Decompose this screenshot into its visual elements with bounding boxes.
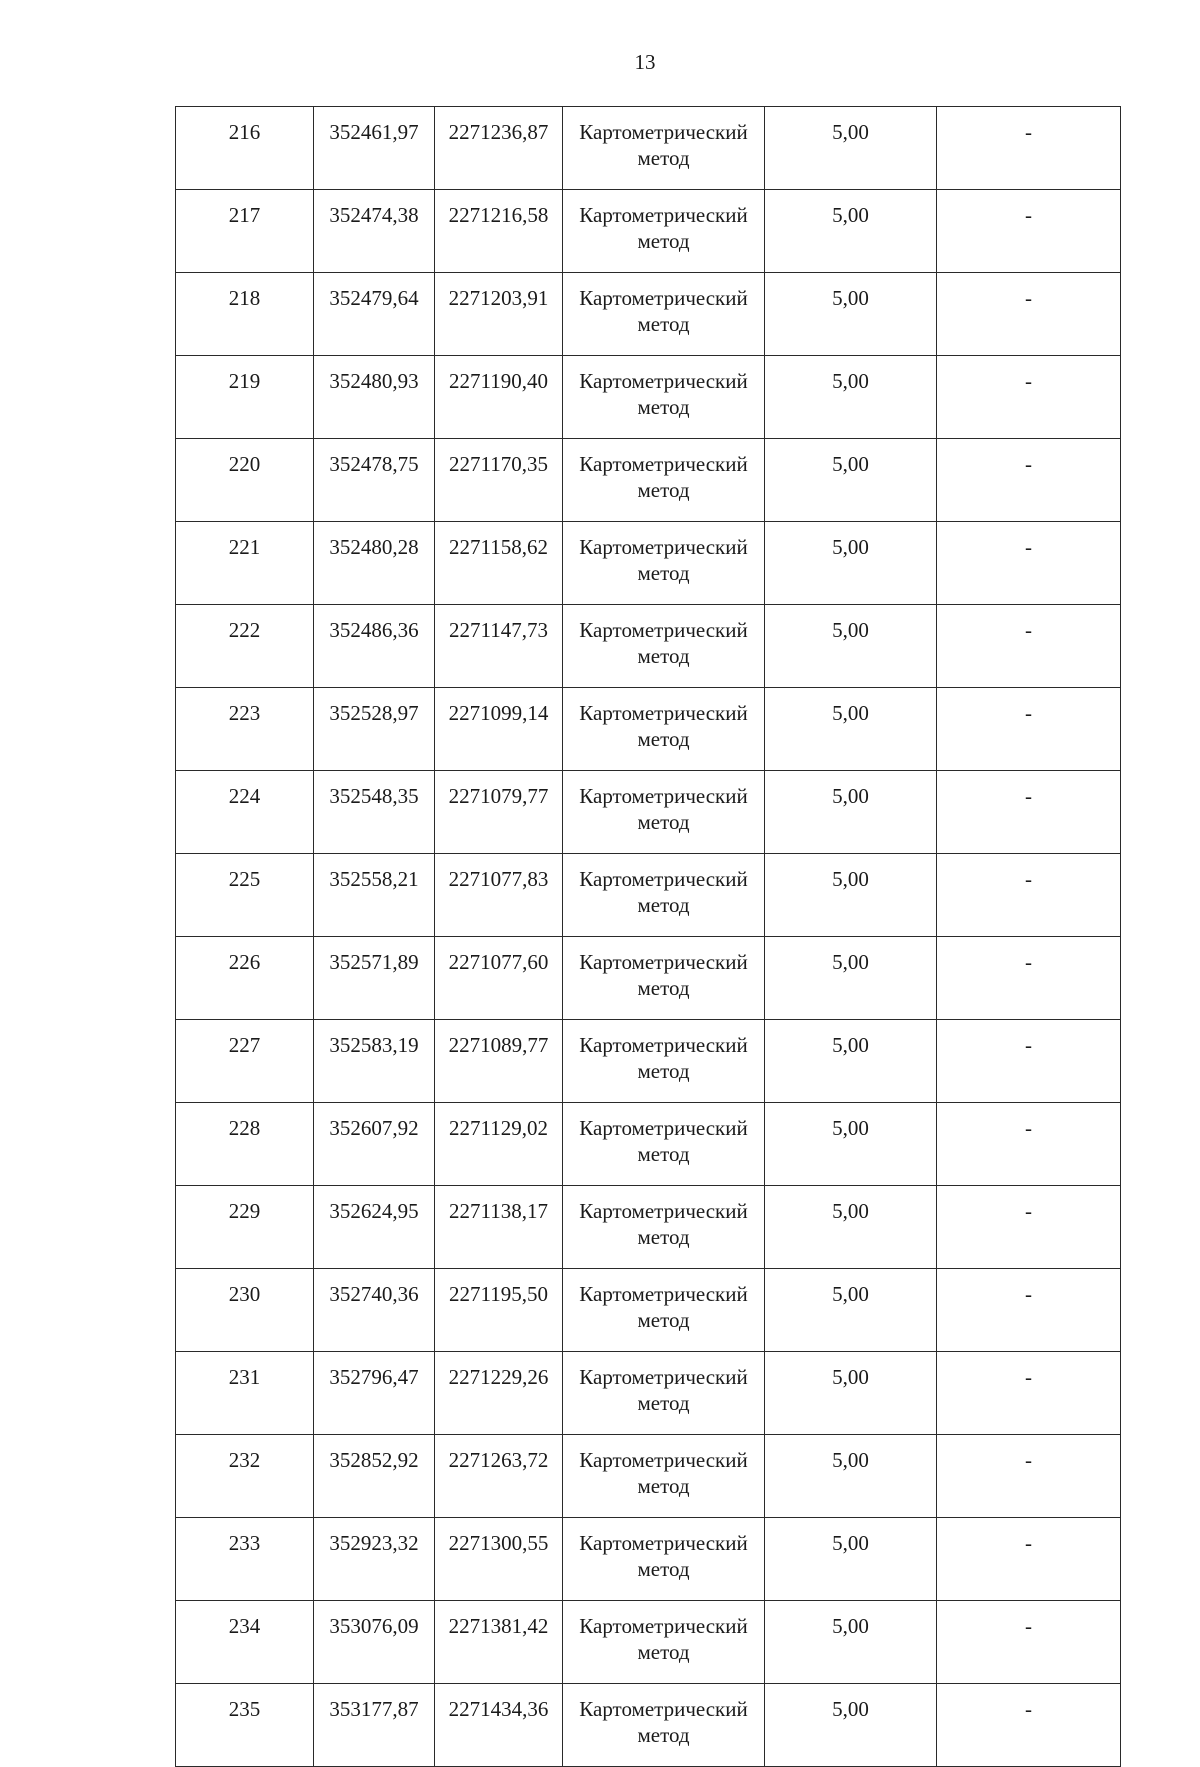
- accuracy-cell: 5,00: [765, 1352, 937, 1435]
- accuracy-cell: 5,00: [765, 190, 937, 273]
- accuracy-cell: 5,00: [765, 439, 937, 522]
- note-cell: -: [937, 771, 1121, 854]
- table-row: [176, 854, 1121, 937]
- point-number-cell: 233: [176, 1518, 314, 1601]
- note-cell: -: [937, 605, 1121, 688]
- note-cell: -: [937, 522, 1121, 605]
- note-cell: -: [937, 439, 1121, 522]
- method-cell: [563, 356, 765, 439]
- table-row: [176, 1269, 1121, 1352]
- point-number-cell: 235: [176, 1684, 314, 1767]
- method-line-2: метод: [637, 229, 690, 253]
- x-coordinate-cell: 353177,87: [314, 1684, 435, 1767]
- accuracy-cell: 5,00: [765, 605, 937, 688]
- y-coordinate-cell: 2271434,36: [435, 1684, 563, 1767]
- y-coordinate-cell: 2271138,17: [435, 1186, 563, 1269]
- note-cell: -: [937, 1601, 1121, 1684]
- x-coordinate-cell: 352740,36: [314, 1269, 435, 1352]
- note-cell: -: [937, 190, 1121, 273]
- point-number-cell: 232: [176, 1435, 314, 1518]
- note-cell: -: [937, 1352, 1121, 1435]
- table-row: [176, 1352, 1121, 1435]
- method-line-2: метод: [637, 1142, 690, 1166]
- method-cell: [563, 1601, 765, 1684]
- point-number-cell: 217: [176, 190, 314, 273]
- note-cell: -: [937, 854, 1121, 937]
- method-line-2: метод: [637, 893, 690, 917]
- page-number: 13: [634, 50, 656, 74]
- method-line-2: метод: [637, 810, 690, 834]
- x-coordinate-cell: 352583,19: [314, 1020, 435, 1103]
- accuracy-cell: 5,00: [765, 1020, 937, 1103]
- x-coordinate-cell: 352461,97: [314, 107, 435, 190]
- method-cell: [563, 605, 765, 688]
- accuracy-cell: 5,00: [765, 1186, 937, 1269]
- table-row: [176, 1020, 1121, 1103]
- table-row: [176, 1684, 1121, 1767]
- method-line-2: метод: [637, 1059, 690, 1083]
- x-coordinate-cell: 352796,47: [314, 1352, 435, 1435]
- x-coordinate-cell: 352624,95: [314, 1186, 435, 1269]
- note-cell: -: [937, 1020, 1121, 1103]
- accuracy-cell: 5,00: [765, 522, 937, 605]
- method-line-1: Картометрический: [579, 1033, 748, 1057]
- accuracy-cell: 5,00: [765, 273, 937, 356]
- point-number-cell: 227: [176, 1020, 314, 1103]
- method-line-1: Картометрический: [579, 618, 748, 642]
- note-cell: -: [937, 1435, 1121, 1518]
- method-cell: [563, 854, 765, 937]
- note-cell: -: [937, 1518, 1121, 1601]
- method-line-1: Картометрический: [579, 286, 748, 310]
- method-line-2: метод: [637, 727, 690, 751]
- method-cell: [563, 1518, 765, 1601]
- table-body: [176, 107, 1121, 1767]
- x-coordinate-cell: 352923,32: [314, 1518, 435, 1601]
- method-line-2: метод: [637, 395, 690, 419]
- point-number-cell: 231: [176, 1352, 314, 1435]
- point-number-cell: 226: [176, 937, 314, 1020]
- table-row: [176, 356, 1121, 439]
- point-number-cell: 216: [176, 107, 314, 190]
- method-line-1: Картометрический: [579, 867, 748, 891]
- method-line-2: метод: [637, 644, 690, 668]
- method-line-1: Картометрический: [579, 1531, 748, 1555]
- x-coordinate-cell: 352480,93: [314, 356, 435, 439]
- accuracy-cell: 5,00: [765, 771, 937, 854]
- x-coordinate-cell: 352558,21: [314, 854, 435, 937]
- method-cell: [563, 1020, 765, 1103]
- method-cell: [563, 439, 765, 522]
- accuracy-cell: 5,00: [765, 1435, 937, 1518]
- coordinates-table: [175, 106, 1121, 1767]
- method-line-1: Картометрический: [579, 203, 748, 227]
- table-row: [176, 439, 1121, 522]
- accuracy-cell: 5,00: [765, 356, 937, 439]
- y-coordinate-cell: 2271203,91: [435, 273, 563, 356]
- table-row: [176, 1103, 1121, 1186]
- method-line-2: метод: [637, 1557, 690, 1581]
- method-line-1: Картометрический: [579, 1365, 748, 1389]
- table-row: [176, 522, 1121, 605]
- method-cell: [563, 522, 765, 605]
- y-coordinate-cell: 2271195,50: [435, 1269, 563, 1352]
- point-number-cell: 224: [176, 771, 314, 854]
- method-cell: [563, 937, 765, 1020]
- note-cell: -: [937, 273, 1121, 356]
- note-cell: -: [937, 1186, 1121, 1269]
- y-coordinate-cell: 2271300,55: [435, 1518, 563, 1601]
- y-coordinate-cell: 2271077,60: [435, 937, 563, 1020]
- y-coordinate-cell: 2271190,40: [435, 356, 563, 439]
- accuracy-cell: 5,00: [765, 1269, 937, 1352]
- accuracy-cell: 5,00: [765, 1518, 937, 1601]
- method-line-2: метод: [637, 561, 690, 585]
- method-line-2: метод: [637, 1640, 690, 1664]
- point-number-cell: 228: [176, 1103, 314, 1186]
- x-coordinate-cell: 352480,28: [314, 522, 435, 605]
- x-coordinate-cell: 352478,75: [314, 439, 435, 522]
- y-coordinate-cell: 2271089,77: [435, 1020, 563, 1103]
- method-line-1: Картометрический: [579, 1199, 748, 1223]
- note-cell: -: [937, 688, 1121, 771]
- accuracy-cell: 5,00: [765, 107, 937, 190]
- method-line-2: метод: [637, 1723, 690, 1747]
- y-coordinate-cell: 2271170,35: [435, 439, 563, 522]
- point-number-cell: 234: [176, 1601, 314, 1684]
- note-cell: -: [937, 1103, 1121, 1186]
- point-number-cell: 229: [176, 1186, 314, 1269]
- method-line-1: Картометрический: [579, 1614, 748, 1638]
- point-number-cell: 230: [176, 1269, 314, 1352]
- method-line-1: Картометрический: [579, 452, 748, 476]
- y-coordinate-cell: 2271263,72: [435, 1435, 563, 1518]
- y-coordinate-cell: 2271077,83: [435, 854, 563, 937]
- accuracy-cell: 5,00: [765, 1601, 937, 1684]
- method-cell: [563, 1186, 765, 1269]
- method-line-2: метод: [637, 1225, 690, 1249]
- y-coordinate-cell: 2271158,62: [435, 522, 563, 605]
- method-line-1: Картометрический: [579, 701, 748, 725]
- x-coordinate-cell: 352479,64: [314, 273, 435, 356]
- x-coordinate-cell: 352607,92: [314, 1103, 435, 1186]
- y-coordinate-cell: 2271099,14: [435, 688, 563, 771]
- table-row: [176, 107, 1121, 190]
- y-coordinate-cell: 2271216,58: [435, 190, 563, 273]
- note-cell: -: [937, 1684, 1121, 1767]
- table-row: [176, 605, 1121, 688]
- accuracy-cell: 5,00: [765, 688, 937, 771]
- method-cell: [563, 107, 765, 190]
- note-cell: -: [937, 107, 1121, 190]
- table-row: [176, 190, 1121, 273]
- method-line-1: Картометрический: [579, 120, 748, 144]
- y-coordinate-cell: 2271229,26: [435, 1352, 563, 1435]
- method-cell: [563, 1352, 765, 1435]
- method-line-1: Картометрический: [579, 950, 748, 974]
- method-cell: [563, 1684, 765, 1767]
- method-line-1: Картометрический: [579, 535, 748, 559]
- table-row: [176, 688, 1121, 771]
- x-coordinate-cell: 352486,36: [314, 605, 435, 688]
- table-row: [176, 771, 1121, 854]
- point-number-cell: 222: [176, 605, 314, 688]
- accuracy-cell: 5,00: [765, 1684, 937, 1767]
- table-row: [176, 1601, 1121, 1684]
- point-number-cell: 220: [176, 439, 314, 522]
- method-line-1: Картометрический: [579, 1116, 748, 1140]
- table-row: [176, 1518, 1121, 1601]
- method-cell: [563, 1269, 765, 1352]
- y-coordinate-cell: 2271147,73: [435, 605, 563, 688]
- method-line-1: Картометрический: [579, 1448, 748, 1472]
- point-number-cell: 223: [176, 688, 314, 771]
- table-row: [176, 1186, 1121, 1269]
- x-coordinate-cell: 352852,92: [314, 1435, 435, 1518]
- method-line-1: Картометрический: [579, 1697, 748, 1721]
- note-cell: -: [937, 1269, 1121, 1352]
- y-coordinate-cell: 2271079,77: [435, 771, 563, 854]
- method-line-2: метод: [637, 976, 690, 1000]
- method-cell: [563, 688, 765, 771]
- x-coordinate-cell: 352528,97: [314, 688, 435, 771]
- y-coordinate-cell: 2271236,87: [435, 107, 563, 190]
- method-line-1: Картометрический: [579, 1282, 748, 1306]
- method-line-1: Картометрический: [579, 784, 748, 808]
- note-cell: -: [937, 937, 1121, 1020]
- x-coordinate-cell: 352474,38: [314, 190, 435, 273]
- method-line-2: метод: [637, 1391, 690, 1415]
- x-coordinate-cell: 353076,09: [314, 1601, 435, 1684]
- table-row: [176, 1435, 1121, 1518]
- x-coordinate-cell: 352548,35: [314, 771, 435, 854]
- method-cell: [563, 1435, 765, 1518]
- point-number-cell: 218: [176, 273, 314, 356]
- method-cell: [563, 273, 765, 356]
- x-coordinate-cell: 352571,89: [314, 937, 435, 1020]
- method-line-2: метод: [637, 1308, 690, 1332]
- table-row: [176, 937, 1121, 1020]
- method-cell: [563, 771, 765, 854]
- note-cell: -: [937, 356, 1121, 439]
- method-cell: [563, 1103, 765, 1186]
- method-line-1: Картометрический: [579, 369, 748, 393]
- method-line-2: метод: [637, 478, 690, 502]
- accuracy-cell: 5,00: [765, 854, 937, 937]
- point-number-cell: 225: [176, 854, 314, 937]
- y-coordinate-cell: 2271129,02: [435, 1103, 563, 1186]
- method-cell: [563, 190, 765, 273]
- method-line-2: метод: [637, 312, 690, 336]
- accuracy-cell: 5,00: [765, 1103, 937, 1186]
- method-line-2: метод: [637, 1474, 690, 1498]
- accuracy-cell: 5,00: [765, 937, 937, 1020]
- method-line-2: метод: [637, 146, 690, 170]
- y-coordinate-cell: 2271381,42: [435, 1601, 563, 1684]
- point-number-cell: 221: [176, 522, 314, 605]
- point-number-cell: 219: [176, 356, 314, 439]
- table-row: [176, 273, 1121, 356]
